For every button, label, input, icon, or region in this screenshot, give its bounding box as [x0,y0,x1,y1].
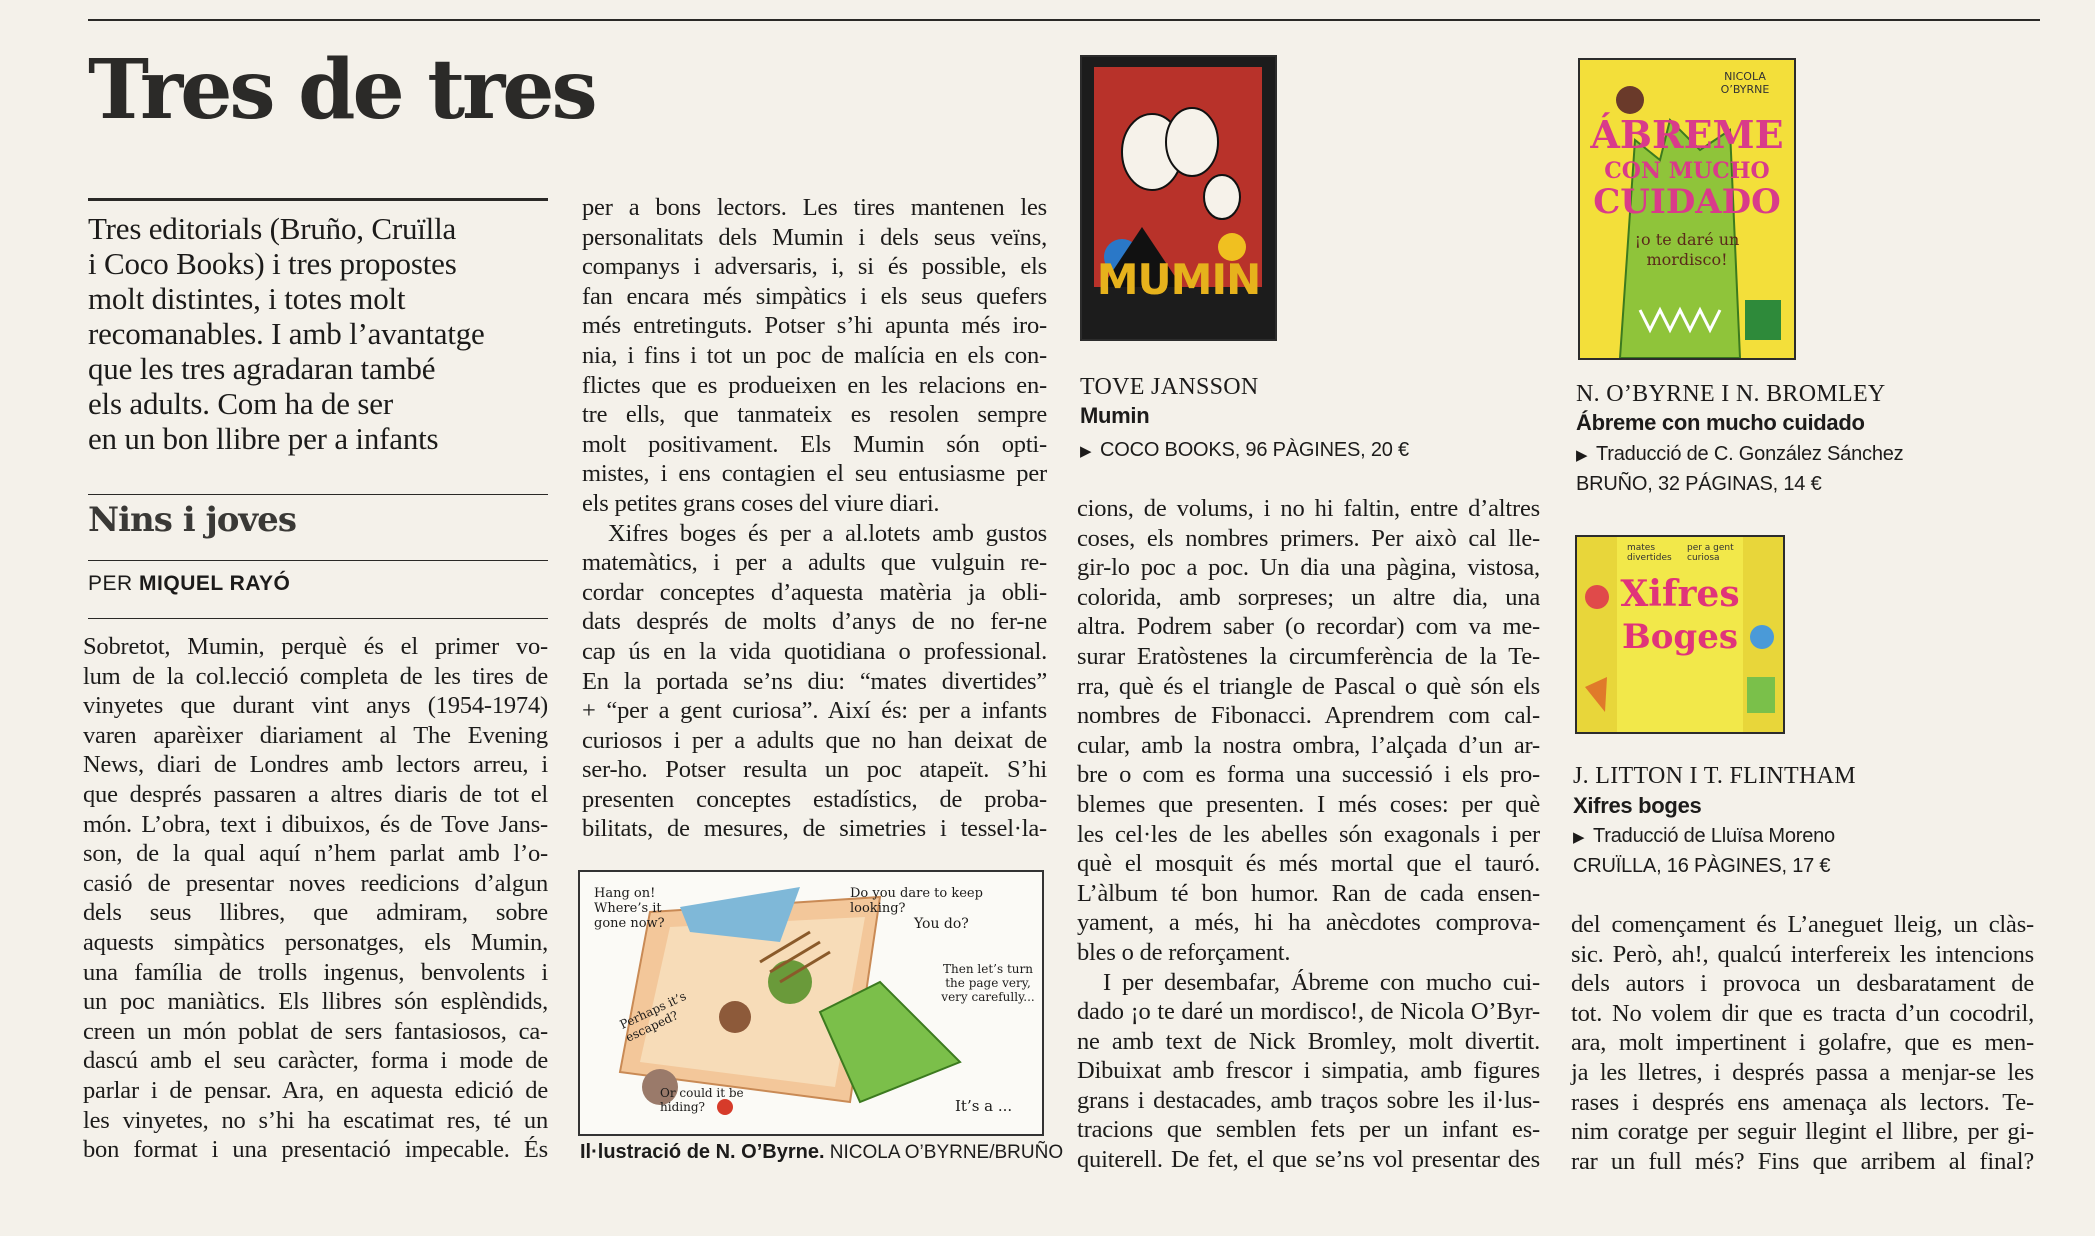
book-1-publisher: COCO BOOKS, 96 PÀGINES, 20 € [1100,439,1409,461]
byline-rule [88,618,548,619]
col3-line: blemes que presenten. I més coses: per què [1077,790,1540,818]
caption-credit: NICOLA O’BYRNE/BRUÑO [829,1142,1064,1163]
book-3-info [1573,822,1835,880]
abreme-cover-title-1: ÁBREME [1590,112,1784,157]
col3-line: altra. Podrem saber (o recordar) com va me- [1077,613,1540,641]
col2-line: curiosos i per a adults que no han deixat de [582,726,1047,754]
xifres-cover-tag-2: per a gent curiosa [1687,543,1734,563]
lead-bottom-rule [88,494,548,495]
col1-line: creen un món poblat de sers fantasiosos, ca- [83,1017,548,1045]
mumin-cover-title: MUMIN [1096,255,1261,304]
col1-line: aquests simpàtics personatges, els Mumin, [83,928,548,956]
col3-line: surar Eratòstenes la circumferència de la Te- [1077,642,1540,670]
illustration-bubble-1: Hang on! Where’s it gone now? [594,886,665,931]
col2-line: cordar conceptes d’aquesta matèria ja obli- [582,578,1047,606]
book-1-title: Mumin [1080,403,1150,428]
col4-line: ara, molt impertinent i golafre, que es men- [1571,1029,2034,1057]
lead-line: molt distintes, i totes molt [88,281,406,316]
byline-author: MIQUEL RAYÓ [139,572,291,595]
col2-line: companys i adversaris, i, si és possible, els [582,253,1047,281]
article-column-3 [1077,494,1540,1175]
book-3-title: Xifres boges [1573,793,1702,818]
illustration-bubble-5: Perhaps it’s escaped? [617,988,689,1045]
col3-line: quiterell. De fet, el que se’ns vol presentar des [1077,1146,1540,1174]
abreme-cover-author: NICOLA O’BYRNE [1720,70,1770,96]
col1-line: parlar i de pensar. Ara, en aquesta edició de [83,1076,548,1104]
col2-line: ser-ho. Potser resulta un poc atapeït. S’hi [582,756,1047,784]
col3-line: tracions que semblen fets per un infant es- [1077,1116,1540,1144]
xifres-cover-title-2: Boges [1622,617,1738,657]
col2-line: dats després de molts d’anys de no fer-ne [582,608,1047,636]
col2-line: bilitats, de mesures, de simetries i tessel·la- [582,815,1047,843]
play-arrow-icon: ▶ [1573,829,1585,846]
col3-line: gir-lo poc a poc. Un dia una pàgina, vistosa, [1077,554,1540,582]
illustration-bubble-6: Or could it be hiding? [660,1086,744,1114]
col2-line: + “per a gent curiosa”. Així és: per a infants [582,697,1047,725]
book-2-translator: Traducció de C. González Sánchez [1596,443,1904,465]
caption-bold: Il·lustració de N. O’Byrne. [580,1141,825,1163]
article-column-2 [582,193,1047,844]
col3-line: colorida, amb sorpreses; un altre dia, una [1077,583,1540,611]
col3-line: què el mosquit és més mortal que el tauró. [1077,850,1540,878]
lead-top-rule [88,198,548,201]
abreme-cover-subtitle-2: mordisco! [1646,250,1728,269]
col1-line: dels seus llibres, que admiram, sobre [83,899,548,927]
col1-line: les vinyetes, no s’hi ha escatimat res, té un [83,1106,548,1134]
abreme-cover-title-3: CUIDADO [1593,182,1781,222]
col3-line: bles o de reforçament. [1077,938,1291,966]
book-3-author: J. LITTON I T. FLINTHAM [1573,763,1856,789]
col2-line: molt positivament. Els Mumin són opti- [582,430,1047,458]
mumin-cover [1080,55,1277,341]
illustration-bubble-2: Do you dare to keep looking? [850,886,983,916]
article-column-4 [1571,910,2034,1176]
lead-line: en un bon llibre per a infants [88,421,439,456]
col4-line: rar un full més? Fins que arribem al final? [1571,1147,2034,1175]
col1-line: vinyetes que durant vint anys (1954-1974) [83,692,548,720]
col1-line: món. L’obra, text i dibuixos, és de Tove Jans- [83,810,548,838]
lead-line: recomanables. I amb l’avantatge [88,316,485,351]
col1-line: una família de trolls ingenus, benvolents i [83,958,548,986]
xifres-cover [1575,535,1785,734]
col3-line: ne amb text de Nick Bromley, molt divertit. [1077,1027,1540,1055]
col3-line: cions, de volums, i no hi faltin, entre d’altres [1077,495,1540,522]
col1-line: un poc maniàtics. Els llibres són esplèndids, [83,988,548,1016]
illustration-caption [580,1141,1063,1164]
book-1-author: TOVE JANSSON [1080,374,1259,400]
book-2-title: Ábreme con mucho cuidado [1576,410,1865,435]
col3-line: coses, els nombres primers. Per això cal lle- [1077,524,1540,552]
col1-line: casió de presentar noves reedicions d’algun [83,869,548,897]
col2-line: flictes que es produeixen en les relacions en- [582,371,1047,399]
col1-line: News, diari de Londres amb lectors arreu, i [83,751,548,779]
col3-line: rra, què és el triangle de Pascal o què són els [1077,672,1540,700]
illustration-bubble-7: It’s a ... [955,1097,1013,1115]
col4-line: tot. No volem dir que es tracta d’un cocodril, [1571,999,2034,1027]
xifres-cover-title-1: Xifres [1620,573,1740,615]
lead-line: i Coco Books) i tres propostes [88,246,457,281]
book-2-info [1576,440,1903,498]
section-heading: Nins i joves [88,500,296,540]
col3-line: L’àlbum té bon humor. Ran de cada ensen- [1077,879,1540,907]
top-rule [88,19,2040,21]
col3-line: Dibuixat amb frescor i simpatia, amb figures [1077,1057,1540,1085]
col4-line: dels autors i provoca un desbaratament de [1571,970,2034,998]
play-arrow-icon: ▶ [1576,447,1588,464]
col3-line: dado ¡o te daré un mordisco!, de Nicola O’Byr- [1077,998,1540,1026]
col2-line: fan encara més simpàtics i els seus quefers [582,282,1047,310]
section-rule [88,560,548,561]
col4-line: ja les lletres, i després passa a menjar-se les [1571,1058,2034,1086]
col1-line: Sobretot, Mumin, perquè és el primer vo- [83,633,548,660]
xifres-cover-tag-1: mates divertides [1627,543,1672,563]
col1-line: bon format i una presentació impecable. És [83,1136,548,1164]
col4-line: sic. Però, ah!, qualcú interfereix les intencions [1571,940,2034,968]
col3-line: grans i destacades, amb traços sobre les il·lus- [1077,1086,1540,1114]
article-column-1 [83,632,548,1165]
col3-line: nombres de Fibonacci. Aprendrem com cal- [1077,702,1540,730]
col2-line: matemàtics, i per a adults que vulguin re- [582,549,1047,577]
col1-line: dascú amb el seu caràcter, forma i mode de [83,1047,548,1075]
col1-line: son, de la qual aquí n’hem parlat amb l’o- [83,840,548,868]
col4-line: rases i després ens amenaça als lectors. Te- [1571,1088,2034,1116]
illustration-bubble-3: You do? [914,916,969,932]
col2-line: presenten conceptes estadístics, de proba- [582,785,1047,813]
book-1-info [1080,436,1409,466]
col2-line: tre ells, que tanmateix es resolen sempre [582,401,1047,429]
col2-line: per a bons lectors. Les tires mantenen les [582,194,1047,221]
book-2-author: N. O’BYRNE I N. BROMLEY [1576,381,1886,407]
col2-line: personalitats dels Mumin i dels seus veïns, [582,223,1047,251]
book-3-translator: Traducció de Lluïsa Moreno [1593,825,1835,847]
illustration-bubble-4: Then let’s turn the page very, very carefully... [941,962,1035,1004]
abreme-cover-title-2: CON MUCHO [1604,158,1770,184]
col4-line: nim coratge per seguir llegint el llibre, per gi- [1571,1118,2034,1146]
lead-line: que les tres agradaran també [88,351,436,386]
col2-line: nia, i fins i tot un poc de malícia en els con- [582,341,1047,369]
col3-line: bre o com es forma una successió i els pro- [1077,761,1540,789]
illustration [578,870,1044,1136]
lead-line: els adults. Com ha de ser [88,386,393,421]
col1-line: lum de la col.lecció completa de les tires de [83,662,548,690]
lead-paragraph [88,211,558,456]
col4-line: del començament és L’aneguet lleig, un clàs- [1571,911,2034,938]
byline-prefix: PER [88,572,133,595]
page-title: Tres de tres [88,42,595,138]
col3-line: les cel·les de les abelles són exagonals i per [1077,820,1540,848]
book-3-publisher: CRUÏLLA, 16 PÀGINES, 17 € [1573,855,1831,877]
col3-line: I per desembafar, Ábreme con mucho cui- [1103,968,1540,996]
abreme-cover-subtitle-1: ¡o te daré un [1634,230,1740,249]
byline [88,572,290,596]
col3-line: yament, a més, hi ha anècdotes comprova- [1077,909,1540,937]
col1-line: varen aparèixer diariament al The Evening [83,721,548,749]
abreme-cover [1578,58,1796,360]
col3-line: cular, amb la nostra ombra, l’alçada d’un ar- [1077,731,1540,759]
col1-line: que després passaren a altres diaris de tot el [83,780,548,808]
play-arrow-icon: ▶ [1080,443,1092,460]
col2-line: més entretinguts. Potser s’hi apunta més iro- [582,312,1047,340]
col2-line: En la portada se’ns diu: “mates divertides” [582,667,1047,695]
col2-line: els petites grans coses del viure diari. [582,489,940,517]
col2-line: Xifres boges és per a al.lotets amb gustos [608,519,1047,547]
col2-line: mistes, i ens contagien el seu entusiasme per [582,460,1047,488]
book-2-publisher: BRUÑO, 32 PÁGINAS, 14 € [1576,473,1822,495]
lead-line: Tres editorials (Bruño, Cruïlla [88,211,457,246]
col2-line: cap ús en la vida quotidiana o professional. [582,637,1047,665]
